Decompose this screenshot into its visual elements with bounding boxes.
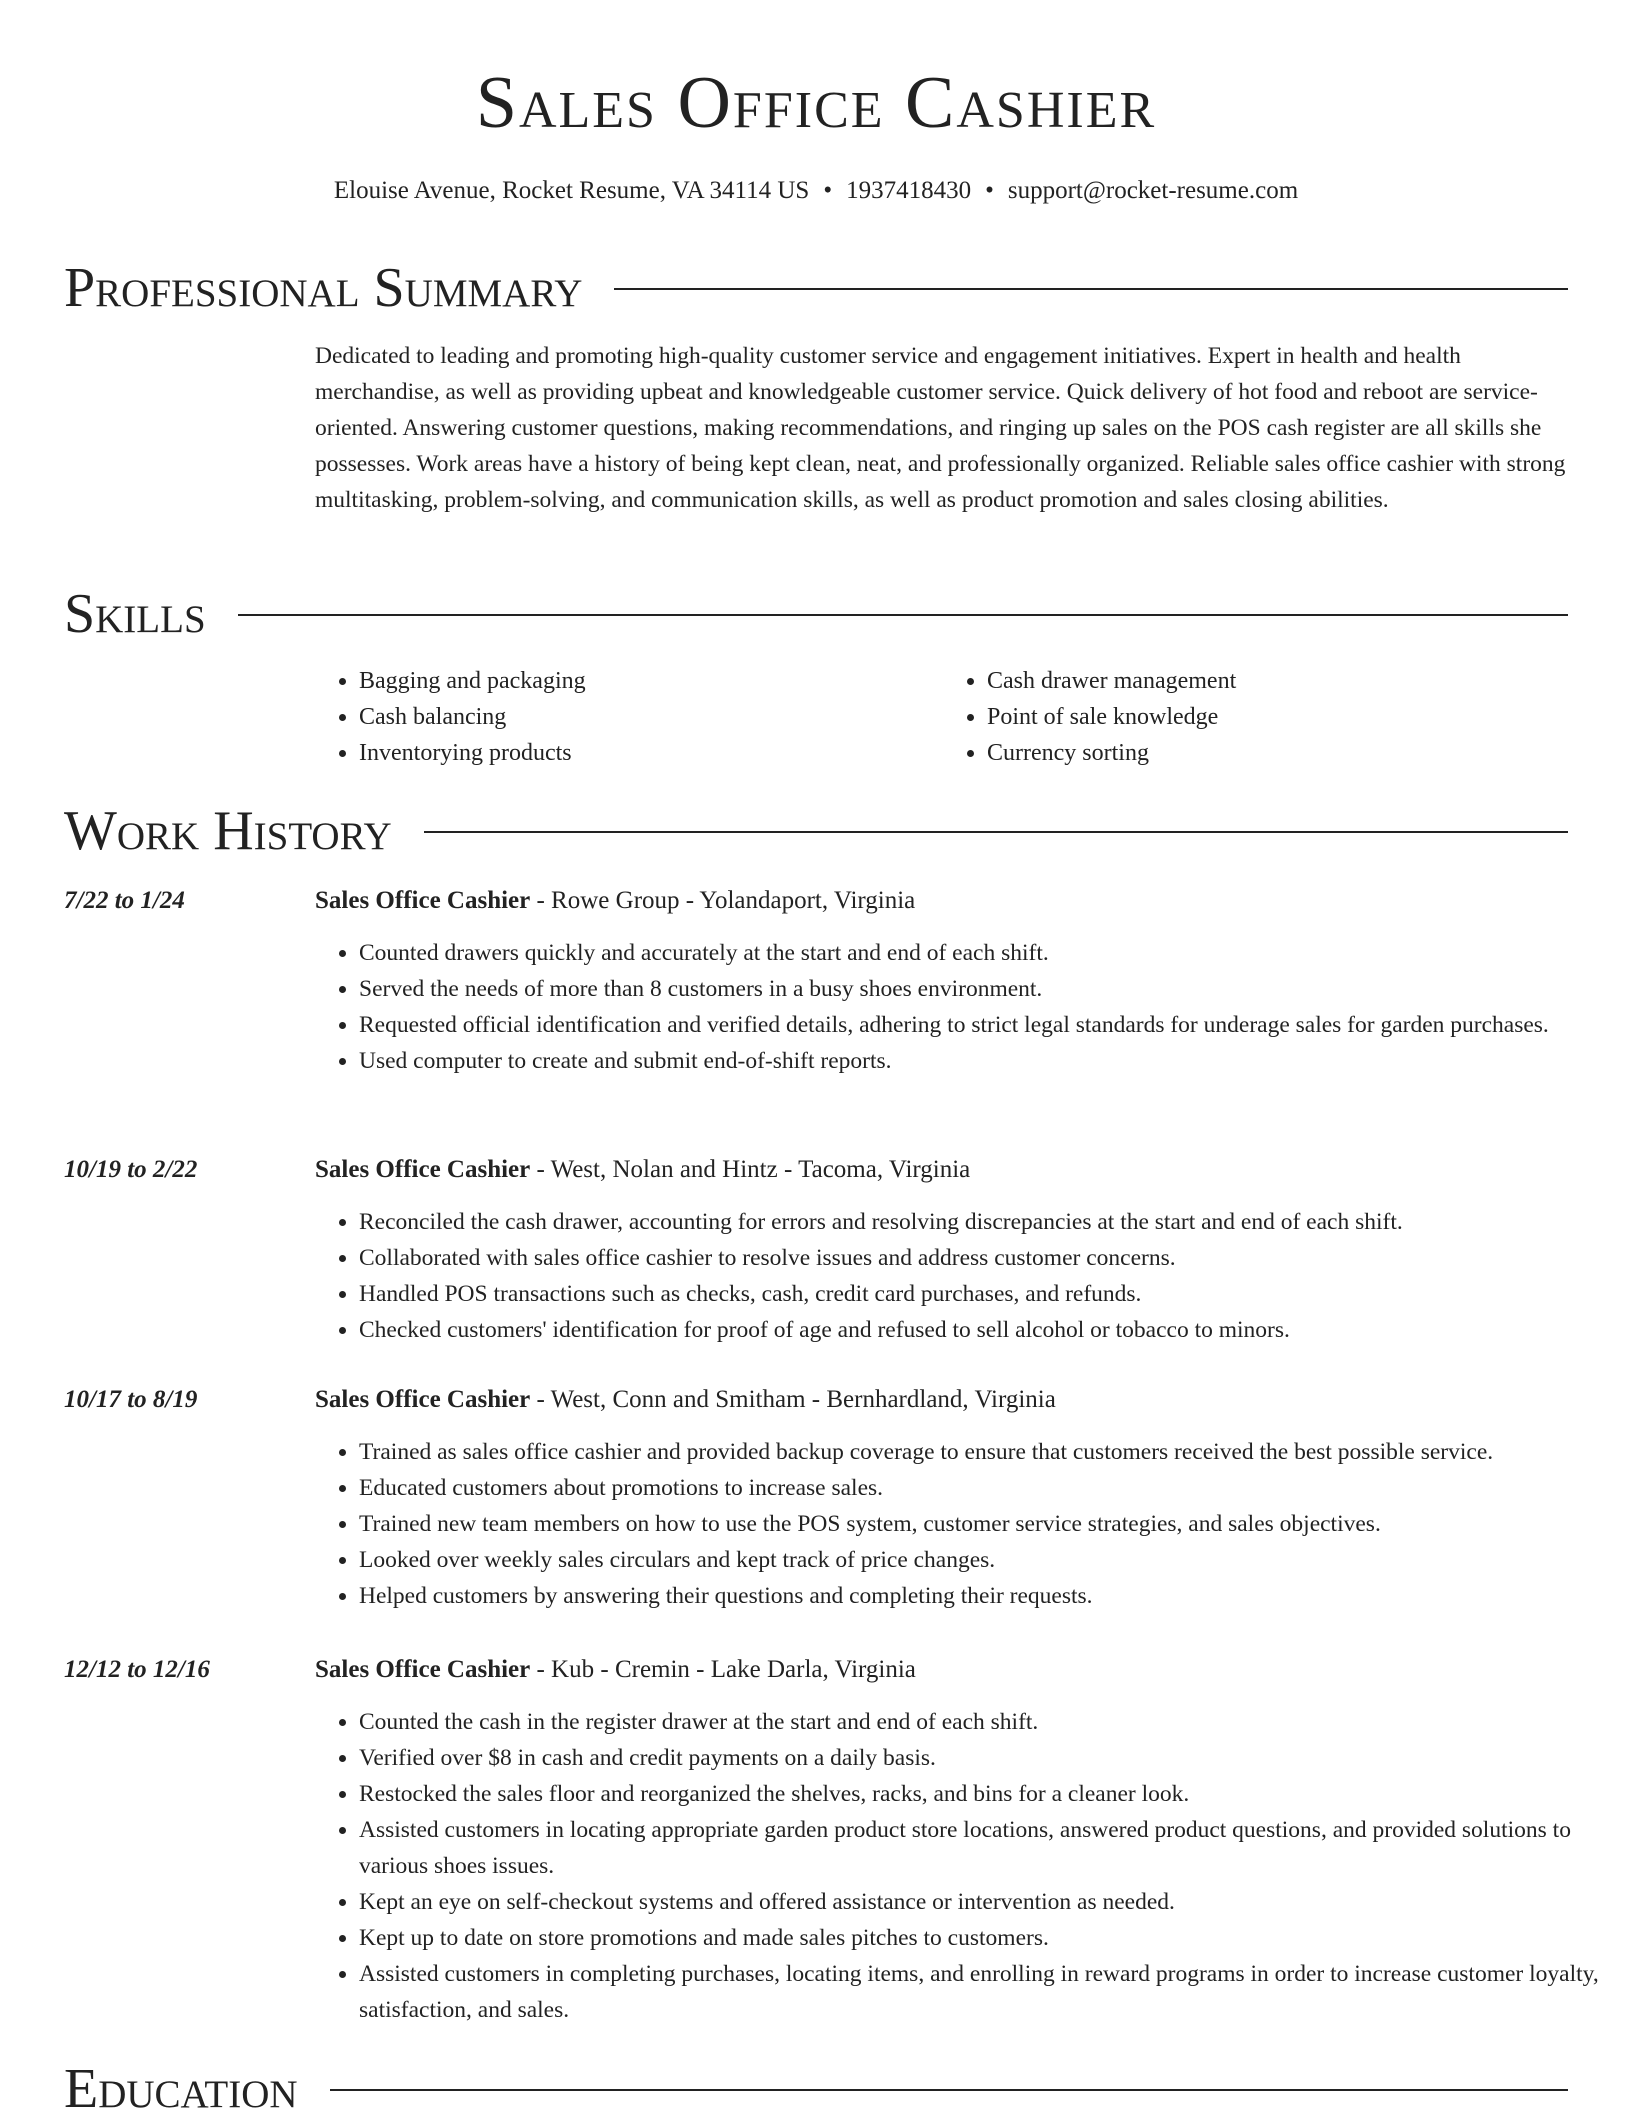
job-title-line [315, 1382, 1056, 1418]
skill-item: • Inventorying products [359, 735, 943, 771]
job-bullet: • Requested official identification and verified details, adhering to strict legal standards for underage sales for garden purchases. [359, 1007, 1621, 1043]
skills-list [315, 663, 1571, 771]
skills-column-right [943, 663, 1571, 771]
job-bullet: • Kept an eye on self-checkout systems and offered assistance or intervention as needed. [359, 1884, 1621, 1920]
contact-separator: • [985, 177, 994, 204]
job-bullet: • Looked over weekly sales circulars and kept track of price changes. [359, 1542, 1621, 1578]
job-bullet: • Reconciled the cash drawer, accounting for errors and resolving discrepancies at the start and end of each shift. [359, 1204, 1621, 1240]
job-bullet: • Trained new team members on how to use the POS system, customer service strategies, and sales objectives. [359, 1506, 1621, 1542]
job-bullet: • Assisted customers in locating appropriate garden product store locations, answered product questions, and provided solutions to various shoes issues. [359, 1812, 1621, 1884]
contact-line [0, 174, 1632, 208]
job-title: Sales Office Cashier [315, 887, 531, 914]
skill-item: • Cash drawer management [987, 663, 1571, 699]
skills-column-left [315, 663, 943, 771]
contact-address: Elouise Avenue, Rocket Resume, VA 34114 US [333, 177, 810, 204]
summary-text: Dedicated to leading and promoting high-quality customer service and engagement initiatives. Expert in health and health merchandise, as well as providing upbeat and knowledgeable customer service. Quick delivery of hot food and reboot are service-oriented. Answering customer questions, making recommendations, and ringing up sales on the POS cash register are all skills she possesses. Work areas have a history of being kept clean, neat, and professionally organized. Reliable sales office cashier with strong multitasking, problem-solving, and communication skills, as well as product promotion and sales closing abilities. [315, 343, 1566, 513]
job-title-line [315, 1652, 916, 1688]
section-title-work: Work History [64, 800, 392, 862]
job-employer: - West, Conn and Smitham - Bernhardland, Virginia [530, 1386, 1056, 1413]
contact-separator: • [823, 177, 833, 204]
job-employer: - Kub - Cremin - Lake Darla, Virginia [530, 1656, 916, 1683]
job-bullet: • Helped customers by answering their questions and completing their requests. [359, 1578, 1621, 1614]
job-dates: 7/22 to 1/24 [64, 887, 185, 914]
job-bullet: • Restocked the sales floor and reorganized the shelves, racks, and bins for a cleaner look. [359, 1776, 1621, 1812]
job-bullet: • Assisted customers in completing purchases, locating items, and enrolling in reward programs in order to increase customer loyalty, satisfaction, and sales. [359, 1956, 1621, 2028]
job-bullet: • Kept up to date on store promotions and made sales pitches to customers. [359, 1920, 1621, 1956]
section-title-education: Education [64, 2058, 298, 2120]
job-employer: - West, Nolan and Hintz - Tacoma, Virginia [530, 1156, 971, 1183]
section-divider [424, 831, 1568, 833]
job-bullets [315, 935, 1621, 1079]
job-employer: - Rowe Group - Yolandaport, Virginia [530, 887, 916, 914]
job-bullet: • Trained as sales office cashier and provided backup coverage to ensure that customers received the best possible service. [359, 1434, 1621, 1470]
job-bullet: • Collaborated with sales office cashier to resolve issues and address customer concerns. [359, 1240, 1621, 1276]
job-title: Sales Office Cashier [315, 1656, 531, 1683]
job-bullets [315, 1434, 1621, 1614]
skill-item: • Point of sale knowledge [987, 699, 1571, 735]
job-bullet: • Used computer to create and submit end-of-shift reports. [359, 1043, 1621, 1079]
skill-item: • Currency sorting [987, 735, 1571, 771]
section-header-work [64, 798, 1568, 864]
job-bullets [315, 1704, 1621, 2028]
resume-name: Sales Office Cashier [475, 62, 1157, 144]
contact-phone: 1937418430 [846, 177, 972, 204]
section-header-summary [64, 255, 1568, 321]
skill-item: • Bagging and packaging [359, 663, 943, 699]
section-header-skills [64, 581, 1568, 647]
job-dates: 10/17 to 8/19 [64, 1386, 198, 1413]
job-dates: 12/12 to 12/16 [64, 1656, 210, 1683]
job-bullet: • Counted drawers quickly and accurately at the start and end of each shift. [359, 935, 1621, 971]
job-bullet: • Checked customers' identification for proof of age and refused to sell alcohol or tobacco to minors. [359, 1312, 1621, 1348]
job-bullet: • Educated customers about promotions to increase sales. [359, 1470, 1621, 1506]
job-title-line [315, 883, 915, 919]
job-title-line [315, 1152, 970, 1188]
job-bullet: • Served the needs of more than 8 customers in a busy shoes environment. [359, 971, 1621, 1007]
section-divider [614, 288, 1568, 290]
job-dates: 10/19 to 2/22 [64, 1156, 198, 1183]
section-header-education [64, 2056, 1568, 2122]
job-bullet: • Handled POS transactions such as checks, cash, credit card purchases, and refunds. [359, 1276, 1621, 1312]
section-divider [238, 614, 1568, 616]
job-bullet: • Counted the cash in the register drawer at the start and end of each shift. [359, 1704, 1621, 1740]
job-title: Sales Office Cashier [315, 1386, 531, 1413]
contact-email: support@rocket-resume.com [1007, 177, 1299, 204]
section-divider [330, 2089, 1568, 2091]
job-title: Sales Office Cashier [315, 1156, 531, 1183]
section-title-summary: Professional Summary [64, 257, 583, 319]
section-title-skills: Skills [64, 583, 206, 645]
skill-item: • Cash balancing [359, 699, 943, 735]
job-bullet: • Verified over $8 in cash and credit payments on a daily basis. [359, 1740, 1621, 1776]
job-bullets [315, 1204, 1621, 1348]
